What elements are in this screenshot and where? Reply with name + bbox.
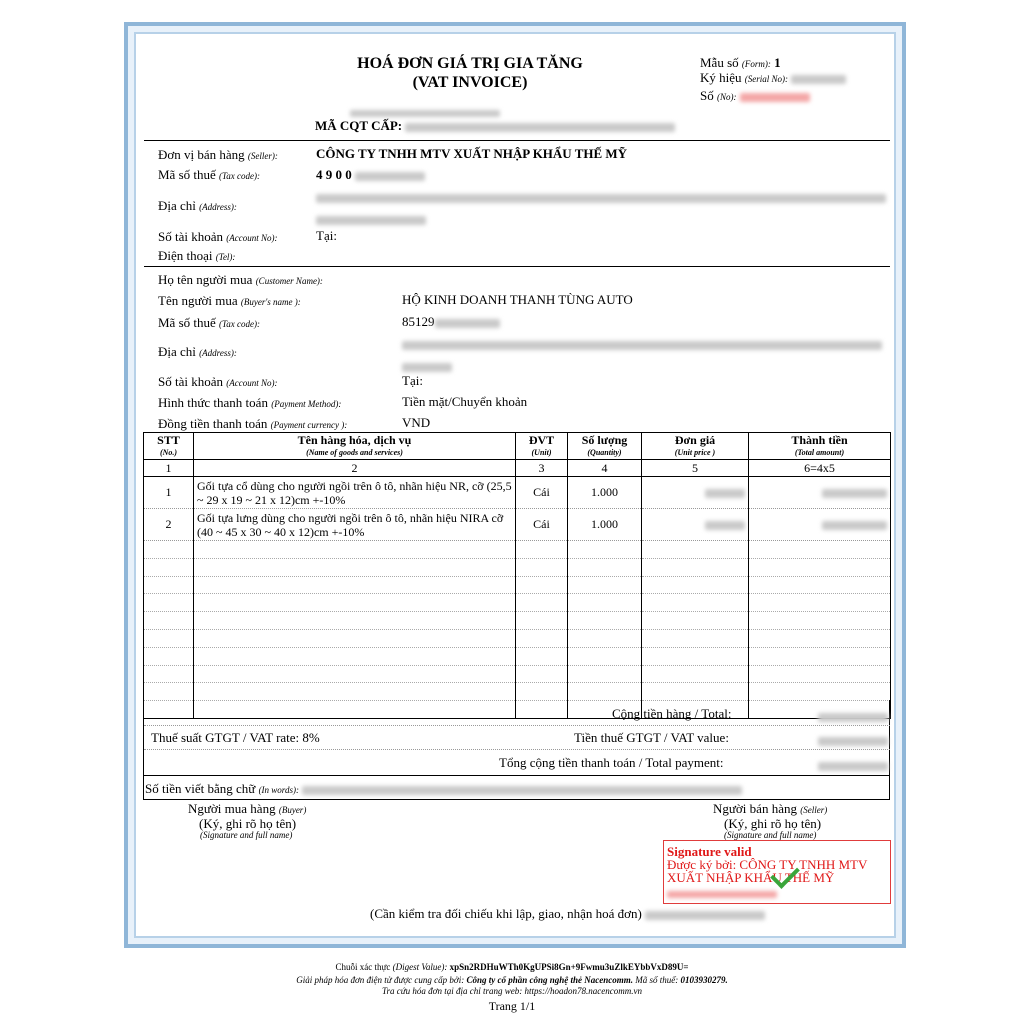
- payment-method-label: [158, 395, 341, 411]
- seller-label-text: Đơn vị bán hàng: [158, 147, 245, 162]
- seller-address-label: [158, 198, 237, 214]
- seller-sig-title-en: (Seller): [800, 805, 828, 815]
- provider-line: [0, 975, 1024, 985]
- cqt-code: [315, 118, 675, 134]
- cqt-value-redacted: [405, 123, 675, 132]
- vat-value-label: Tiền thuế GTGT / VAT value:: [574, 730, 729, 745]
- seller-tax-visible: 4 9 0 0: [316, 167, 352, 182]
- row-price-redacted: [642, 477, 749, 509]
- seller-phone-label-en: (Tel):: [215, 252, 236, 262]
- signature-valid-label: Signature valid: [667, 844, 752, 859]
- buyer-account-value: Tại:: [402, 373, 423, 388]
- seller-sign-instruction: (Ký, ghi rõ họ tên): [724, 816, 822, 831]
- signature-date-redacted: [667, 891, 777, 898]
- currency-label: [158, 416, 347, 432]
- vat-rate: Thuế suất GTGT / VAT rate: 8%: [151, 730, 320, 745]
- empty-row: [144, 576, 891, 594]
- signed-by: Được ký bởi: CÔNG TY TNHH MTV XUẤT NHẬP KHẨU THẾ MỸ: [667, 857, 868, 885]
- col-header-qty: Số lượng (Quantity): [568, 433, 642, 460]
- payment-method-value: Tiền mặt/Chuyển khoản: [402, 394, 528, 409]
- provider-tax-prefix: Mã số thuế:: [635, 975, 679, 985]
- empty-row: [144, 558, 891, 576]
- divider: [144, 749, 890, 750]
- invoice-title: HOÁ ĐƠN GIÁ TRỊ GIA TĂNG: [357, 55, 583, 72]
- items-table: [143, 432, 891, 719]
- words-label: Số tiền viết bằng chữ: [145, 781, 256, 796]
- seller-address-label-en: (Address):: [199, 202, 237, 212]
- form-label: Mẫu số: [700, 55, 739, 70]
- customer-label-en: (Customer Name):: [255, 276, 323, 286]
- form-label-en: (Form):: [741, 59, 771, 69]
- buyer-name-label-en: (Buyer's name ):: [240, 297, 301, 307]
- words-redacted: [302, 786, 742, 795]
- buyer-address-label: [158, 344, 237, 360]
- buyer-name-label-text: Tên người mua: [158, 293, 238, 308]
- provider-prefix: Giải pháp hóa đơn điện tử được cung cấp bởi:: [296, 975, 465, 985]
- table-row: [144, 477, 891, 509]
- check-note: [370, 906, 765, 922]
- digest-label: Chuỗi xác thực: [335, 962, 391, 972]
- seller-phone-label-text: Điện thoại: [158, 248, 213, 263]
- buyer-tax-redacted: [435, 319, 500, 328]
- buyer-signature-title: [188, 801, 306, 817]
- col-header-stt: STT (No.): [144, 433, 194, 460]
- vat-value-redacted: [818, 732, 888, 750]
- seller-tax-redacted: [355, 172, 425, 181]
- check-note-text: (Cần kiểm tra đối chiếu khi lập, giao, nhận hoá đơn): [370, 906, 642, 921]
- buyer-account-label-text: Số tài khoản: [158, 374, 223, 389]
- buyer-tax-label-en: (Tax code):: [219, 319, 260, 329]
- col-header-price: Đơn giá (Unit price ): [642, 433, 749, 460]
- seller-account-label: [158, 229, 277, 245]
- empty-row: [144, 665, 891, 683]
- lookup-line: Tra cứu hóa đơn tại địa chỉ trang web: https://hoadon78.nacencomm.vn: [382, 986, 642, 996]
- empty-row: [144, 612, 891, 630]
- row-qty: 1.000: [568, 509, 642, 541]
- row-unit: Cái: [516, 509, 568, 541]
- table-row: [144, 509, 891, 541]
- seller-address-redacted: [316, 189, 886, 225]
- amount-in-words: [145, 781, 742, 797]
- divider: [144, 140, 890, 141]
- page-number: Trang 1/1: [488, 999, 536, 1013]
- subtotal-value-redacted: [818, 708, 888, 726]
- serial-value-redacted: [791, 75, 846, 84]
- divider: [144, 266, 890, 267]
- seller-tax-value: [316, 167, 425, 183]
- buyer-tax-value: [402, 314, 500, 330]
- no-label: Số: [700, 88, 714, 103]
- divider: [144, 725, 890, 726]
- col-num: 1: [144, 460, 194, 477]
- seller-tax-label-en: (Tax code):: [219, 171, 260, 181]
- col-num: 2: [194, 460, 516, 477]
- seller-account-value: Tại:: [316, 228, 337, 243]
- buyer-tax-label: [158, 315, 260, 331]
- col-num: 4: [568, 460, 642, 477]
- no-label-en: (No):: [716, 92, 737, 102]
- words-label-en: (In words):: [258, 785, 299, 795]
- seller-tax-label: [158, 167, 260, 183]
- row-name: Gối tựa cổ dùng cho người ngồi trên ô tô, nhãn hiệu NR, cỡ (25,5 ~ 29 x 19 ~ 21 x 12)cm +-10%: [194, 477, 516, 509]
- seller-label: [158, 147, 278, 163]
- cqt-label: MÃ CQT CẤP:: [315, 118, 403, 133]
- payment-label-en: (Payment Method):: [271, 399, 342, 409]
- column-number-row: [144, 460, 891, 477]
- seller-label-en: (Seller):: [247, 151, 278, 161]
- col-num: 5: [642, 460, 749, 477]
- serial-label: Ký hiệu: [700, 70, 742, 85]
- row-amount-redacted: [749, 477, 891, 509]
- row-stt: 2: [144, 509, 194, 541]
- col-header-amount: Thành tiền (Total amount): [749, 433, 891, 460]
- buyer-sign-instruction: (Ký, ghi rõ họ tên): [199, 816, 297, 831]
- col-header-unit: ĐVT (Unit): [516, 433, 568, 460]
- payment-label-text: Hình thức thanh toán: [158, 395, 268, 410]
- customer-label-text: Họ tên người mua: [158, 272, 253, 287]
- empty-row: [144, 594, 891, 612]
- seller-sign-instruction-en: (Signature and full name): [724, 830, 817, 840]
- table-header: [144, 433, 891, 460]
- currency-label-en: (Payment currency ):: [270, 420, 348, 430]
- buyer-sign-instruction-en: (Signature and full name): [200, 830, 293, 840]
- seller-name: CÔNG TY TNHH MTV XUẤT NHẬP KHẨU THẾ MỸ: [316, 146, 628, 161]
- row-amount-redacted: [749, 509, 891, 541]
- col-num: 6=4x5: [749, 460, 891, 477]
- row-qty: 1.000: [568, 477, 642, 509]
- seller-signature-title: [713, 801, 827, 817]
- digest-label-en: (Digest Value):: [392, 962, 448, 972]
- total-payment-label: Tổng cộng tiền thanh toán / Total payment:: [499, 755, 724, 770]
- buyer-sig-title: Người mua hàng: [188, 801, 276, 816]
- provider-name: Công ty cổ phần công nghệ thẻ Nacencomm.: [466, 975, 633, 985]
- row-name: Gối tựa lưng dùng cho người ngồi trên ô tô, nhãn hiệu NIRA cỡ (40 ~ 45 x 30 ~ 40 x 12)cm +-10%: [194, 509, 516, 541]
- invoice-number: [700, 88, 810, 104]
- row-stt: 1: [144, 477, 194, 509]
- buyer-name-value: HỘ KINH DOANH THANH TÙNG AUTO: [402, 292, 633, 307]
- form-value: 1: [774, 55, 781, 70]
- serial-number: [700, 70, 846, 86]
- serial-label-en: (Serial No):: [744, 74, 789, 84]
- buyer-address-label-text: Địa chỉ: [158, 344, 196, 359]
- row-price-redacted: [642, 509, 749, 541]
- row-unit: Cái: [516, 477, 568, 509]
- seller-account-label-text: Số tài khoản: [158, 229, 223, 244]
- no-value-redacted: [740, 93, 810, 102]
- total-payment-redacted: [818, 757, 888, 775]
- col-num: 3: [516, 460, 568, 477]
- currency-value: VND: [402, 415, 431, 430]
- buyer-account-label: [158, 374, 277, 390]
- lookup-code-redacted: [645, 911, 765, 920]
- seller-phone-label: [158, 248, 235, 264]
- digest-value: xpSn2RDHuWTh0KgUPSi8Gn+9Fwmu3uZlkEYbbVxD89U=: [449, 962, 689, 972]
- seller-account-label-en: (Account No):: [226, 233, 278, 243]
- customer-name-label: [158, 272, 323, 288]
- buyer-tax-visible: 85129: [402, 314, 435, 329]
- invoice-title-en: (VAT INVOICE): [412, 74, 528, 91]
- buyer-tax-label-text: Mã số thuế: [158, 315, 216, 330]
- buyer-account-label-en: (Account No):: [226, 378, 278, 388]
- currency-label-text: Đồng tiền thanh toán: [158, 416, 268, 431]
- digest-line: [0, 962, 1024, 972]
- buyer-address-redacted: [402, 336, 882, 372]
- empty-row: [144, 647, 891, 665]
- provider-tax: 0103930279.: [680, 975, 728, 985]
- seller-address-label-text: Địa chỉ: [158, 198, 196, 213]
- empty-row: [144, 541, 891, 559]
- buyer-name-label: [158, 293, 301, 309]
- buyer-sig-title-en: (Buyer): [278, 805, 307, 815]
- col-header-name: Tên hàng hóa, dịch vụ (Name of goods and services): [194, 433, 516, 460]
- empty-row: [144, 629, 891, 647]
- form-number: [700, 55, 781, 71]
- buyer-address-label-en: (Address):: [199, 348, 237, 358]
- seller-tax-label-text: Mã số thuế: [158, 167, 216, 182]
- empty-row: [144, 683, 891, 701]
- subtotal-label: Cộng tiền hàng / Total:: [612, 706, 732, 721]
- seller-sig-title: Người bán hàng: [713, 801, 797, 816]
- divider: [144, 775, 890, 776]
